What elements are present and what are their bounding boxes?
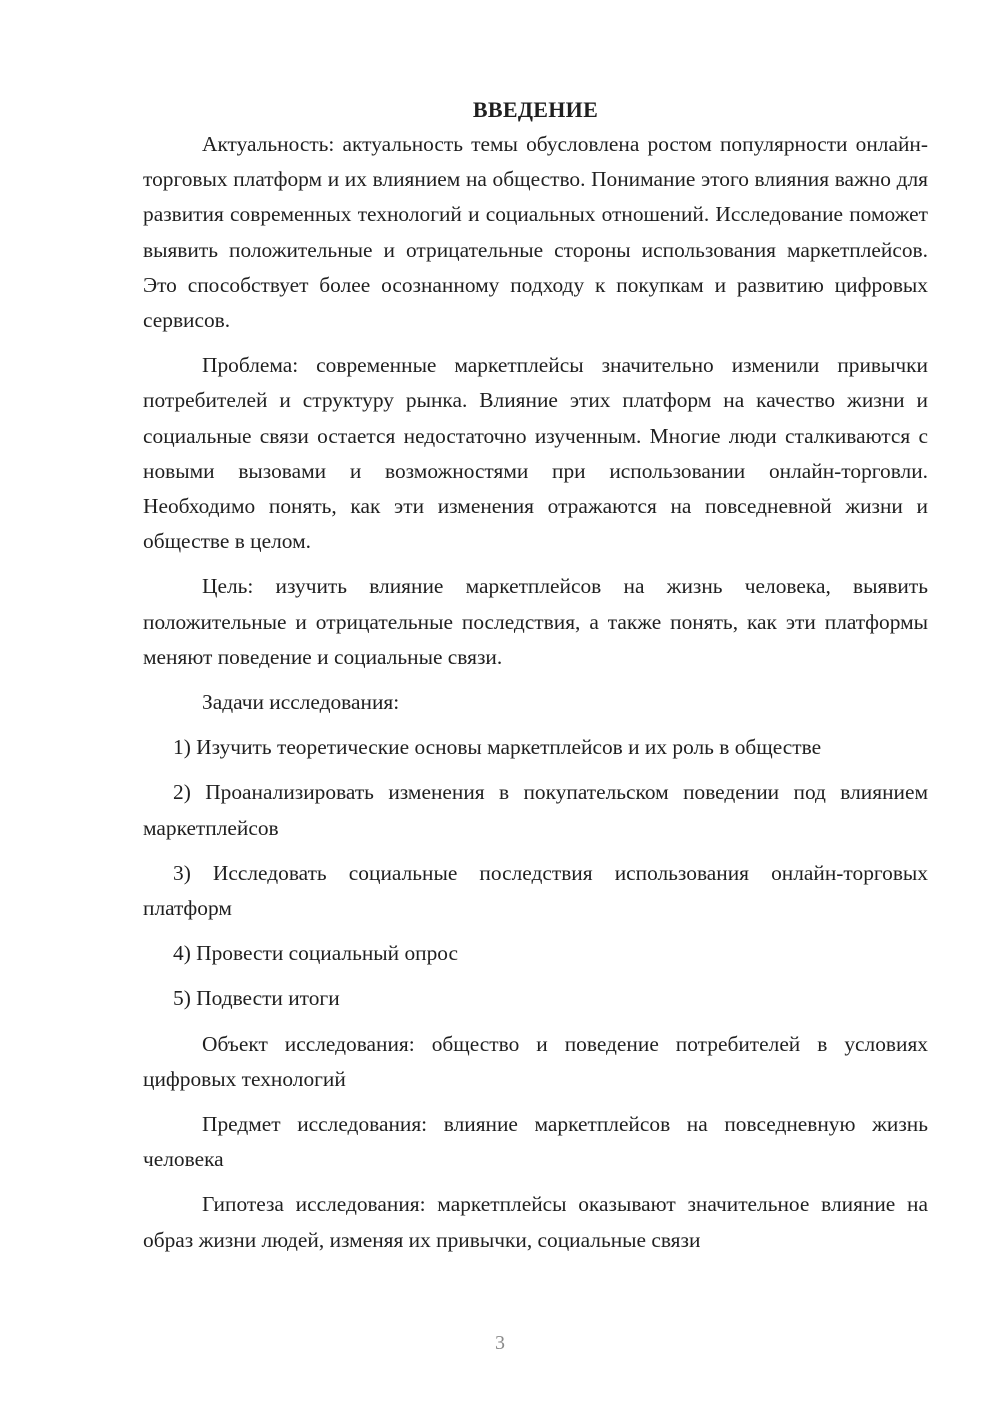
paragraph-subject: Предмет исследования: влияние маркетплейсов на повседневную жизнь человека [143,1112,928,1172]
task-item-2: 2) Проанализировать изменения в покупательском поведении под влиянием маркетплейсов [143,780,928,840]
task-item-1: 1) Изучить теоретические основы маркетплейсов и их роль в обществе [173,735,822,760]
tasks-heading: Задачи исследования: [202,690,400,715]
section-heading: ВВЕДЕНИЕ [472,97,599,122]
page-number: 3 [495,1332,505,1354]
task-item-4: 4) Провести социальный опрос [173,941,459,966]
paragraph-relevance: Актуальность: актуальность темы обусловлена ростом популярности онлайн-торговых платформ и их влиянием на общество. Понимание этого влияния важно для развития современных технологий и социальных отношений. Исследование поможет выявить положительные и отрицательные стороны использования маркетплейсов. Это способствует более осознанному подходу к покупкам и развитию цифровых сервисов. [143,132,928,333]
paragraph-hypothesis: Гипотеза исследования: маркетплейсы оказывают значительное влияние на образ жизни людей, изменяя их привычки, социальные связи [143,1192,928,1252]
document-page [143,92,928,1258]
paragraph-problem: Проблема: современные маркетплейсы значительно изменили привычки потребителей и структуру рынка. Влияние этих платформ на качество жизни и социальные связи остается недостаточно изученным. Многие люди сталкиваются с новыми вызовами и возможностями при использовании онлайн-торговли. Необходимо понять, как эти изменения отражаются на повседневной жизни и обществе в целом. [143,353,928,554]
paragraph-object: Объект исследования: общество и поведение потребителей в условиях цифровых технологий [143,1031,928,1091]
task-item-3: 3) Исследовать социальные последствия использования онлайн-торговых платформ [143,860,928,921]
paragraph-goal: Цель: изучить влияние маркетплейсов на жизнь человека, выявить положительные и отрицательные последствия, а также понять, как эти платформы меняют поведение и социальные связи. [143,574,928,669]
task-item-5: 5) Подвести итоги [173,986,340,1011]
